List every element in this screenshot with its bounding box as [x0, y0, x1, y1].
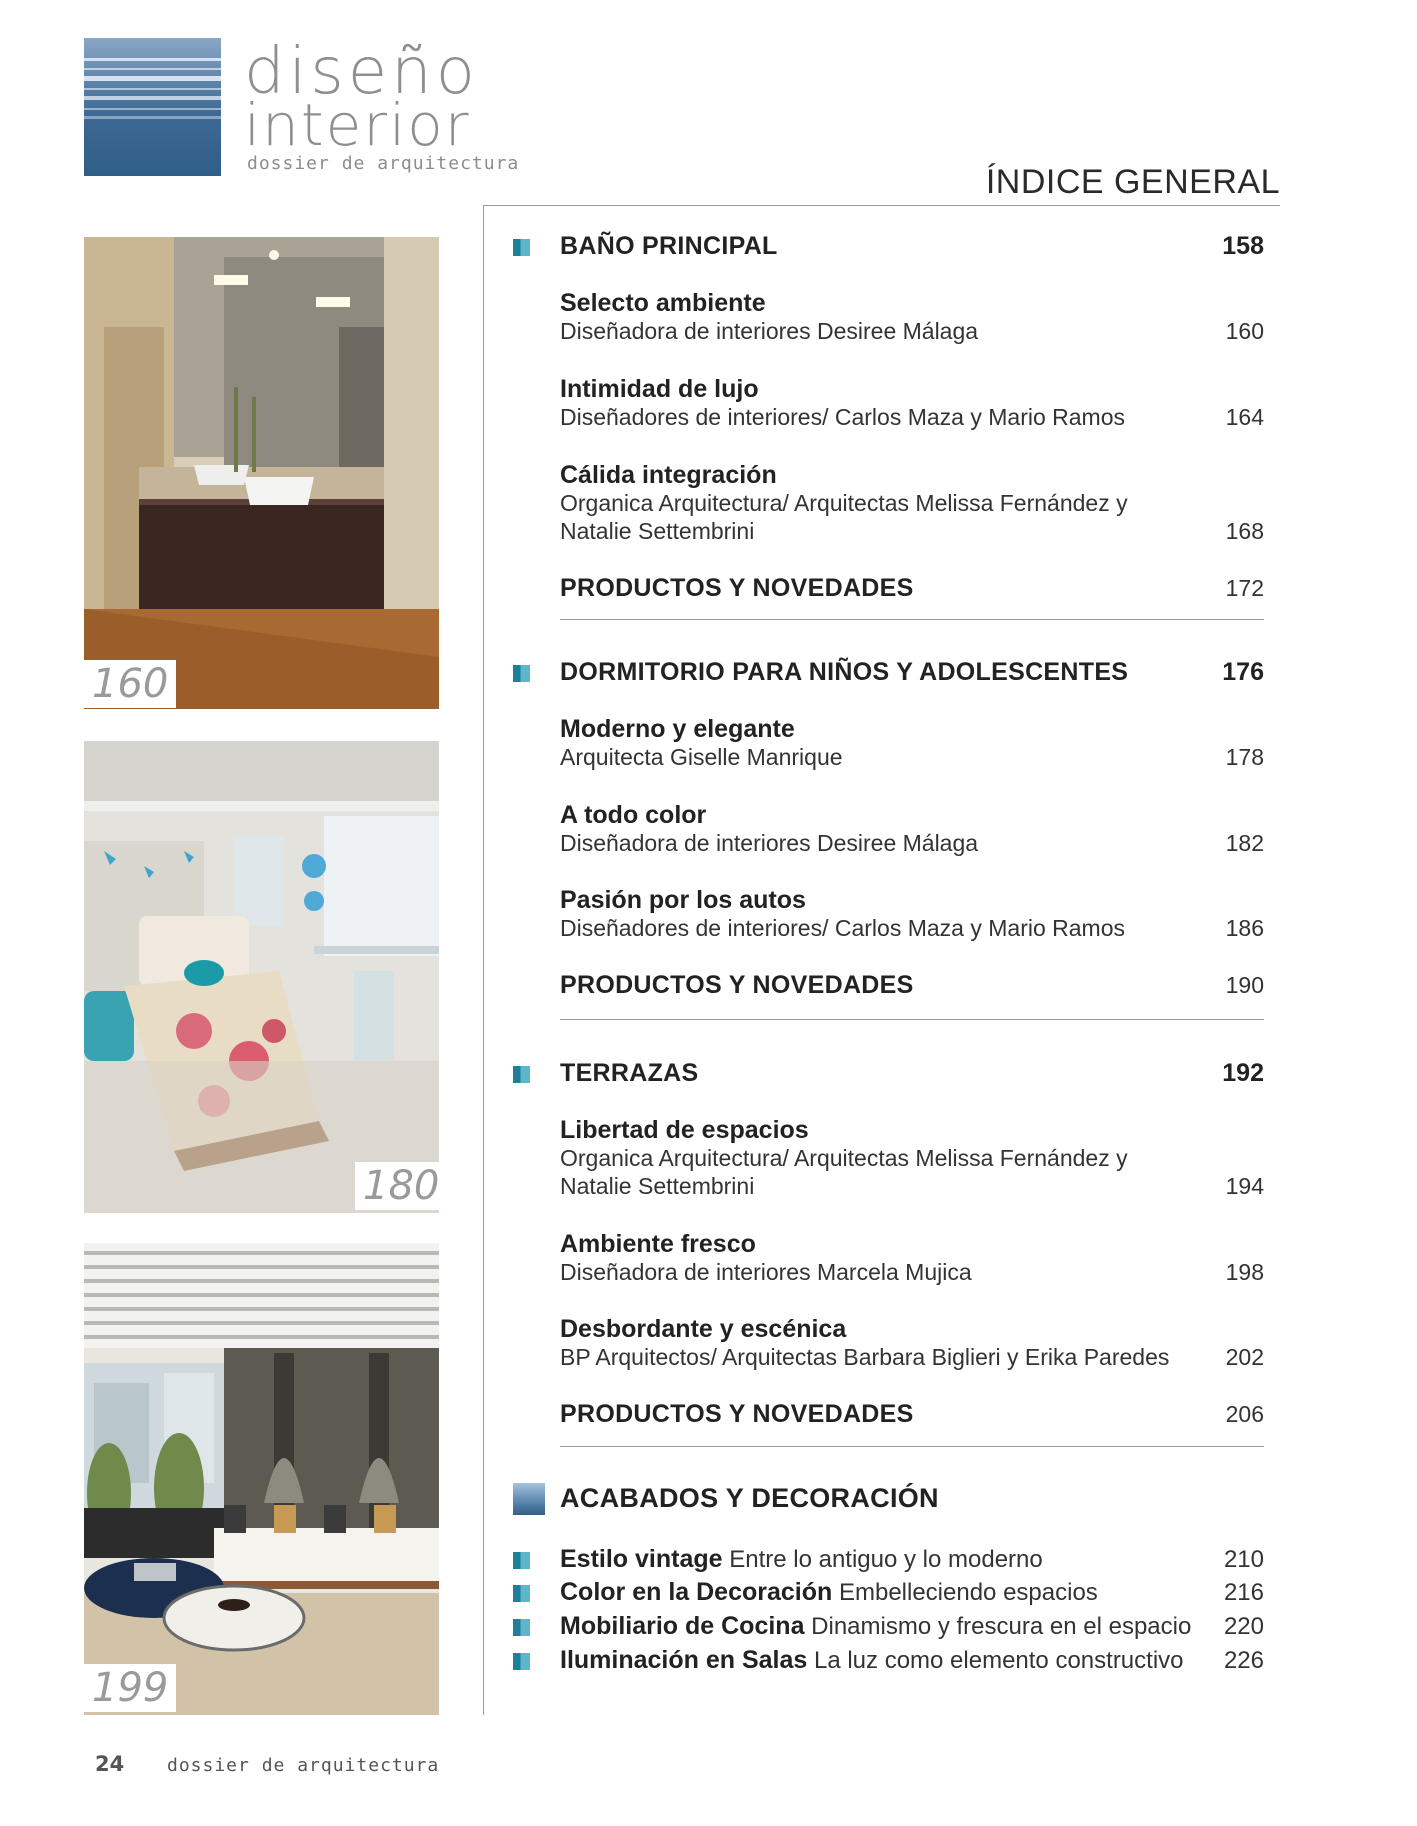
footer-page-number: 24 [95, 1752, 125, 1776]
section-divider [560, 1019, 1264, 1020]
item-marker-icon [513, 1619, 530, 1636]
products-page: 172 [1225, 575, 1264, 601]
acabados-marker-icon [513, 1483, 545, 1515]
item-page: 226 [1223, 1647, 1264, 1674]
logo-mark [84, 38, 221, 176]
article-page: 202 [1225, 1344, 1264, 1370]
article-author-row [560, 915, 1264, 942]
article-title[interactable]: Desbordante y escénica [560, 1315, 847, 1343]
article-title[interactable]: Libertad de espacios [560, 1116, 809, 1144]
article-page: 164 [1225, 404, 1264, 430]
section-marker-icon [513, 665, 530, 682]
article-author: Natalie Settembrini [560, 518, 755, 544]
vertical-rule [483, 205, 484, 1715]
article-title[interactable]: Pasión por los autos [560, 886, 806, 914]
logo-subtitle: dossier de arquitectura [247, 153, 520, 174]
article-author-row [560, 318, 1264, 345]
products-label: PRODUCTOS Y NOVEDADES [560, 574, 914, 602]
products-row[interactable] [560, 1400, 1264, 1429]
article-page: 168 [1225, 518, 1264, 544]
section-page: 192 [1222, 1059, 1264, 1087]
footer-text: dossier de arquitectura [167, 1755, 440, 1776]
item-marker-icon [513, 1552, 530, 1569]
acabados-item[interactable] [560, 1612, 1264, 1641]
products-page: 190 [1225, 972, 1264, 998]
acabados-item[interactable] [560, 1646, 1264, 1675]
photo-page-number: 180 [355, 1162, 447, 1210]
item-desc: Dinamismo y frescura en el espacio [811, 1613, 1192, 1640]
item-page: 210 [1223, 1546, 1264, 1573]
section-divider [560, 1446, 1264, 1447]
section-page: 176 [1222, 658, 1264, 686]
article-title[interactable]: Cálida integración [560, 461, 777, 489]
article-author-row [560, 518, 1264, 545]
article-page: 186 [1225, 915, 1264, 941]
article-author: Organica Arquitectura/ Arquitectas Melissa Fernández y [560, 490, 1128, 516]
article-author-row [560, 1259, 1264, 1286]
article-page: 182 [1225, 830, 1264, 856]
section-title: TERRAZAS [560, 1059, 699, 1087]
section-title: BAÑO PRINCIPAL [560, 232, 778, 260]
article-author-row [560, 830, 1264, 857]
article-author: Diseñadora de interiores Marcela Mujica [560, 1259, 972, 1285]
products-label: PRODUCTOS Y NOVEDADES [560, 971, 914, 999]
article-author-row [560, 404, 1264, 431]
products-page: 206 [1225, 1401, 1264, 1427]
article-author: Organica Arquitectura/ Arquitectas Melissa Fernández y [560, 1145, 1128, 1171]
photo-page-number: 160 [84, 660, 176, 708]
item-marker-icon [513, 1585, 530, 1602]
article-author: Diseñadora de interiores Desiree Málaga [560, 830, 979, 856]
item-page: 216 [1223, 1579, 1264, 1606]
photo-page-number: 199 [84, 1664, 176, 1712]
section-header[interactable] [560, 1059, 1264, 1088]
article-page: 198 [1225, 1259, 1264, 1285]
item-desc: Entre lo antiguo y lo moderno [729, 1546, 1043, 1573]
article-title[interactable]: Moderno y elegante [560, 715, 795, 743]
article-title[interactable]: Intimidad de lujo [560, 375, 759, 403]
item-title: Color en la Decoración [560, 1578, 833, 1606]
item-desc: Embelleciendo espacios [838, 1579, 1098, 1606]
bedroom-photo [84, 741, 439, 1213]
products-row[interactable] [560, 971, 1264, 1000]
terrace-photo [84, 1243, 439, 1715]
article-author: Diseñadores de interiores/ Carlos Maza y Mario Ramos [560, 915, 1125, 941]
article-author: Diseñadores de interiores/ Carlos Maza y Mario Ramos [560, 404, 1125, 430]
section-header[interactable] [560, 232, 1264, 261]
item-page: 220 [1223, 1613, 1264, 1640]
article-author-row [560, 744, 1264, 771]
section-marker-icon [513, 239, 530, 256]
section-header[interactable] [560, 658, 1264, 687]
logo-word-1: diseño [244, 35, 479, 109]
article-author-row [560, 1173, 1264, 1200]
article-author: Natalie Settembrini [560, 1173, 755, 1199]
article-page: 178 [1225, 744, 1264, 770]
article-title[interactable]: Ambiente fresco [560, 1230, 756, 1258]
item-desc: La luz como elemento constructivo [813, 1647, 1184, 1674]
article-page: 194 [1225, 1173, 1264, 1199]
item-marker-icon [513, 1653, 530, 1670]
section-page: 158 [1222, 232, 1264, 260]
section-title: DORMITORIO PARA NIÑOS Y ADOLESCENTES [560, 658, 1129, 686]
section-marker-icon [513, 1066, 530, 1083]
item-title: Iluminación en Salas [560, 1646, 808, 1674]
article-author: Diseñadora de interiores Desiree Málaga [560, 318, 979, 344]
article-title[interactable]: Selecto ambiente [560, 289, 766, 317]
acabados-item[interactable] [560, 1578, 1264, 1607]
article-title[interactable]: A todo color [560, 801, 707, 829]
acabados-title[interactable]: ACABADOS Y DECORACIÓN [560, 1483, 939, 1513]
logo-word-2: interior [244, 91, 471, 159]
article-author: BP Arquitectos/ Arquitectas Barbara Biglieri y Erika Paredes [560, 1344, 1170, 1370]
title-rule [483, 205, 1280, 206]
bathroom-photo [84, 237, 439, 709]
item-title: Estilo vintage [560, 1545, 723, 1573]
article-author-row [560, 1344, 1264, 1371]
products-label: PRODUCTOS Y NOVEDADES [560, 1400, 914, 1428]
section-divider [560, 619, 1264, 620]
products-row[interactable] [560, 574, 1264, 603]
article-page: 160 [1225, 318, 1264, 344]
item-title: Mobiliario de Cocina [560, 1612, 805, 1640]
acabados-item[interactable] [560, 1545, 1264, 1574]
article-author: Arquitecta Giselle Manrique [560, 744, 843, 770]
page-title: ÍNDICE GENERAL [985, 163, 1280, 201]
